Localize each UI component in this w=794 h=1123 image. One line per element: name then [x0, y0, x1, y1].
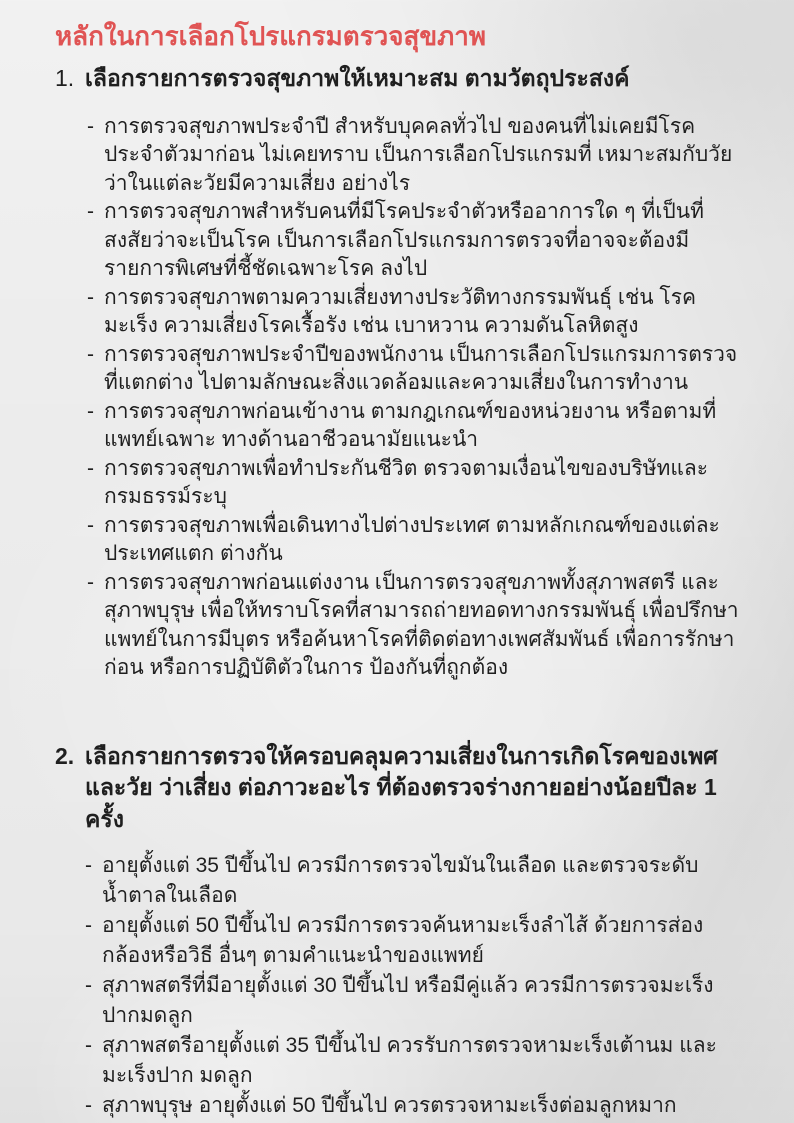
- list-item: [85, 911, 740, 971]
- bullet-dash: -: [87, 285, 94, 309]
- bullet-dash: -: [87, 342, 94, 366]
- bullet-text: การตรวจสุขภาพก่อนแต่งงาน เป็นการตรวจสุขภาพทั้งสุภาพสตรี และสุภาพบุรุษ เพื่อให้ทราบโรคที่สามารถถ่ายทอดทางกรรมพันธุ์ เพื่อปรึกษาแพทย์ในการมีบุตร หรือค้นหาโรคที่ติดต่อทางเพศสัมพันธ์ เพื่อการรักษาก่อน หรือการปฏิบัติตัวในการ ป้องกันที่ถูกต้อง: [104, 570, 739, 680]
- section-number: 2.: [55, 742, 75, 769]
- section-choose-program: [55, 63, 740, 683]
- list-item: [85, 851, 740, 911]
- list-item: [87, 284, 740, 341]
- list-item: [85, 971, 740, 1031]
- bullet-dash: -: [87, 114, 94, 138]
- bullet-text: สุภาพบุรุษ อายุตั้งแต่ 50 ปีขึ้นไป ควรตรวจหามะเร็งต่อมลูกหมาก: [102, 1093, 677, 1117]
- bullet-text: สุภาพสตรีที่มีอายุตั้งแต่ 30 ปีขึ้นไป หรือมีคู่แล้ว ควรมีการตรวจมะเร็งปากมดลูก: [102, 973, 714, 1027]
- list-item: [85, 1091, 740, 1121]
- page-title: หลักในการเลือกโปรแกรมตรวจสุขภาพ: [55, 21, 487, 51]
- bullet-dash: -: [87, 570, 94, 594]
- list-item: [87, 512, 740, 569]
- bullet-dash: -: [85, 853, 92, 877]
- section-coverage-by-age-sex: [55, 741, 740, 1121]
- bullet-dash: -: [85, 1033, 92, 1057]
- bullet-text: การตรวจสุขภาพประจำปี สำหรับบุคคลทั่วไป ของคนที่ไม่เคยมีโรคประจำตัวมาก่อน ไม่เคยทราบ เป็นการเลือกโปรแกรมที่ เหมาะสมกับวัย ว่าในแต่ละวัยมีความเสี่ยง อย่างไร: [104, 114, 733, 195]
- section-heading: [55, 63, 740, 95]
- list-item: [87, 455, 740, 512]
- bullet-dash: -: [87, 399, 94, 423]
- bullet-text: อายุตั้งแต่ 35 ปีขึ้นไป ควรมีการตรวจไขมันในเลือด และตรวจระดับน้ำตาลในเลือด: [102, 853, 699, 907]
- bullet-text: การตรวจสุขภาพตามความเสี่ยงทางประวัติทางกรรมพันธุ์ เช่น โรคมะเร็ง ความเสี่ยงโรคเรื้อรัง เช่น เบาหวาน ความดันโลหิตสูง: [104, 285, 697, 338]
- bullet-text: การตรวจสุขภาพเพื่อทำประกันชีวิต ตรวจตามเงื่อนไขของบริษัทและกรมธรรม์ระบุ: [104, 456, 708, 509]
- list-item: [87, 113, 740, 199]
- section-heading: [55, 741, 740, 836]
- section-heading-text: เลือกรายการตรวจให้ครอบคลุมความเสี่ยงในการเกิดโรคของเพศและวัย ว่าเสี่ยง ต่อภาวะอะไร ที่ต้องตรวจร่างกายอย่างน้อยปีละ 1 ครั้ง: [85, 742, 718, 832]
- section-heading-text: เลือกรายการตรวจสุขภาพให้เหมาะสม ตามวัตถุประสงค์: [85, 64, 630, 91]
- list-item: [87, 341, 740, 398]
- bullet-dash: -: [87, 456, 94, 480]
- bullet-text: การตรวจสุขภาพก่อนเข้างาน ตามกฎเกณฑ์ของหน่วยงาน หรือตามที่แพทย์เฉพาะ ทางด้านอาชีวอนามัยแนะนำ: [104, 399, 717, 452]
- bullet-dash: -: [85, 1093, 92, 1117]
- bullet-text: การตรวจสุขภาพเพื่อเดินทางไปต่างประเทศ ตามหลักเกณฑ์ของแต่ละประเทศแตก ต่างกัน: [104, 513, 720, 566]
- list-item: [87, 198, 740, 284]
- bullet-text: การตรวจสุขภาพสำหรับคนที่มีโรคประจำตัวหรืออาการใด ๆ ที่เป็นที่สงสัยว่าจะเป็นโรค เป็นการเลือกโปรแกรมการตรวจที่อาจจะต้องมีรายการพิเศษที่ชี้ชัดเฉพาะโรค ลงไป: [104, 200, 704, 281]
- bullet-dash: -: [87, 513, 94, 537]
- bullet-list: [55, 113, 740, 683]
- list-item: [85, 1031, 740, 1091]
- bullet-dash: -: [85, 973, 92, 997]
- bullet-text: การตรวจสุขภาพประจำปีของพนักงาน เป็นการเลือกโปรแกรมการตรวจที่แตกต่าง ไปตามลักษณะสิ่งแวดล้อมและความเสี่ยงในการทำงาน: [104, 342, 738, 395]
- section-number: 1.: [55, 64, 75, 91]
- list-item: [87, 569, 740, 683]
- bullet-dash: -: [85, 913, 92, 937]
- bullet-text: สุภาพสตรีอายุตั้งแต่ 35 ปีขึ้นไป ควรรับการตรวจหามะเร็งเต้านม และมะเร็งปาก มดลูก: [102, 1033, 717, 1087]
- bullet-text: อายุตั้งแต่ 50 ปีขึ้นไป ควรมีการตรวจค้นหามะเร็งลำไส้ ด้วยการส่องกล้องหรือวิธี อื่นๆ ตามคำแนะนำของแพทย์: [102, 913, 704, 967]
- bullet-dash: -: [87, 200, 94, 224]
- list-item: [87, 398, 740, 455]
- bullet-list: [55, 851, 740, 1121]
